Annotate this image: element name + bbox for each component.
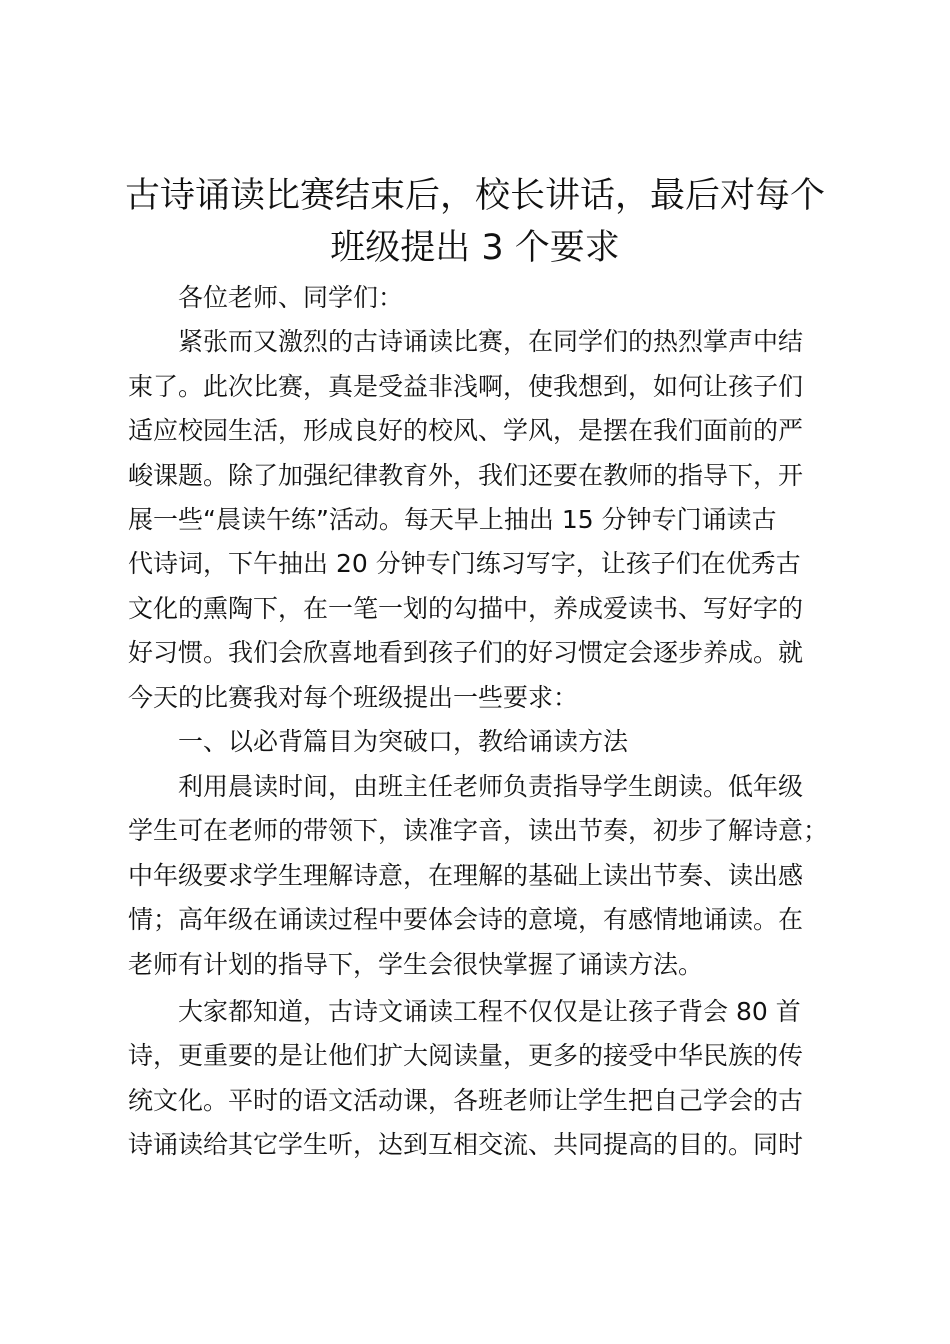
section-heading: 一、以必背篇目为突破口，教给诵读方法 [178,727,629,756]
body-line: 代诗词，下午抽出 20 分钟专门练习写字，让孩子们在优秀古 [128,549,801,578]
title-line-2: 班级提出 3 个要求 [330,228,620,268]
body-line: 紧张而又激烈的古诗诵读比赛，在同学们的热烈掌声中结 [178,327,804,356]
body-line: 学生可在老师的带领下，读准字音，读出节奏，初步了解诗意； [128,816,829,845]
body-line: 利用晨读时间，由班主任老师负责指导学生朗读。低年级 [178,772,804,801]
body-line: 诗诵读给其它学生听，达到互相交流、共同提高的目的。同时 [128,1130,804,1159]
body-line: 束了。此次比赛，真是受益非浅啊，使我想到，如何让孩子们 [128,372,804,401]
body-line: 好习惯。我们会欣喜地看到孩子们的好习惯定会逐步养成。就 [128,638,804,667]
body-line: 展一些“晨读午练”活动。每天早上抽出 15 分钟专门诵读古 [128,505,777,534]
body-line: 中年级要求学生理解诗意，在理解的基础上读出节奏、读出感 [128,861,804,890]
body-line: 老师有计划的指导下，学生会很快掌握了诵读方法。 [128,950,704,979]
body-line: 今天的比赛我对每个班级提出一些要求： [128,683,579,712]
body-line: 适应校园生活，形成良好的校风、学风，是摆在我们面前的严 [128,416,804,445]
body-line: 峻课题。除了加强纪律教育外，我们还要在教师的指导下，开 [128,461,804,490]
body-line: 情；高年级在诵读过程中要体会诗的意境，有感情地诵读。在 [128,905,804,934]
body-line: 大家都知道，古诗文诵读工程不仅仅是让孩子背会 80 首 [178,997,801,1026]
body-line: 统文化。平时的语文活动课，各班老师让学生把自己学会的古 [128,1086,804,1115]
body-line: 文化的熏陶下，在一笔一划的勾描中，养成爱读书、写好字的 [128,594,804,623]
title-line-1: 古诗诵读比赛结束后，校长讲话，最后对每个 [124,176,825,216]
salutation: 各位老师、同学们： [178,283,404,312]
body-line: 诗，更重要的是让他们扩大阅读量，更多的接受中华民族的传 [128,1041,804,1070]
